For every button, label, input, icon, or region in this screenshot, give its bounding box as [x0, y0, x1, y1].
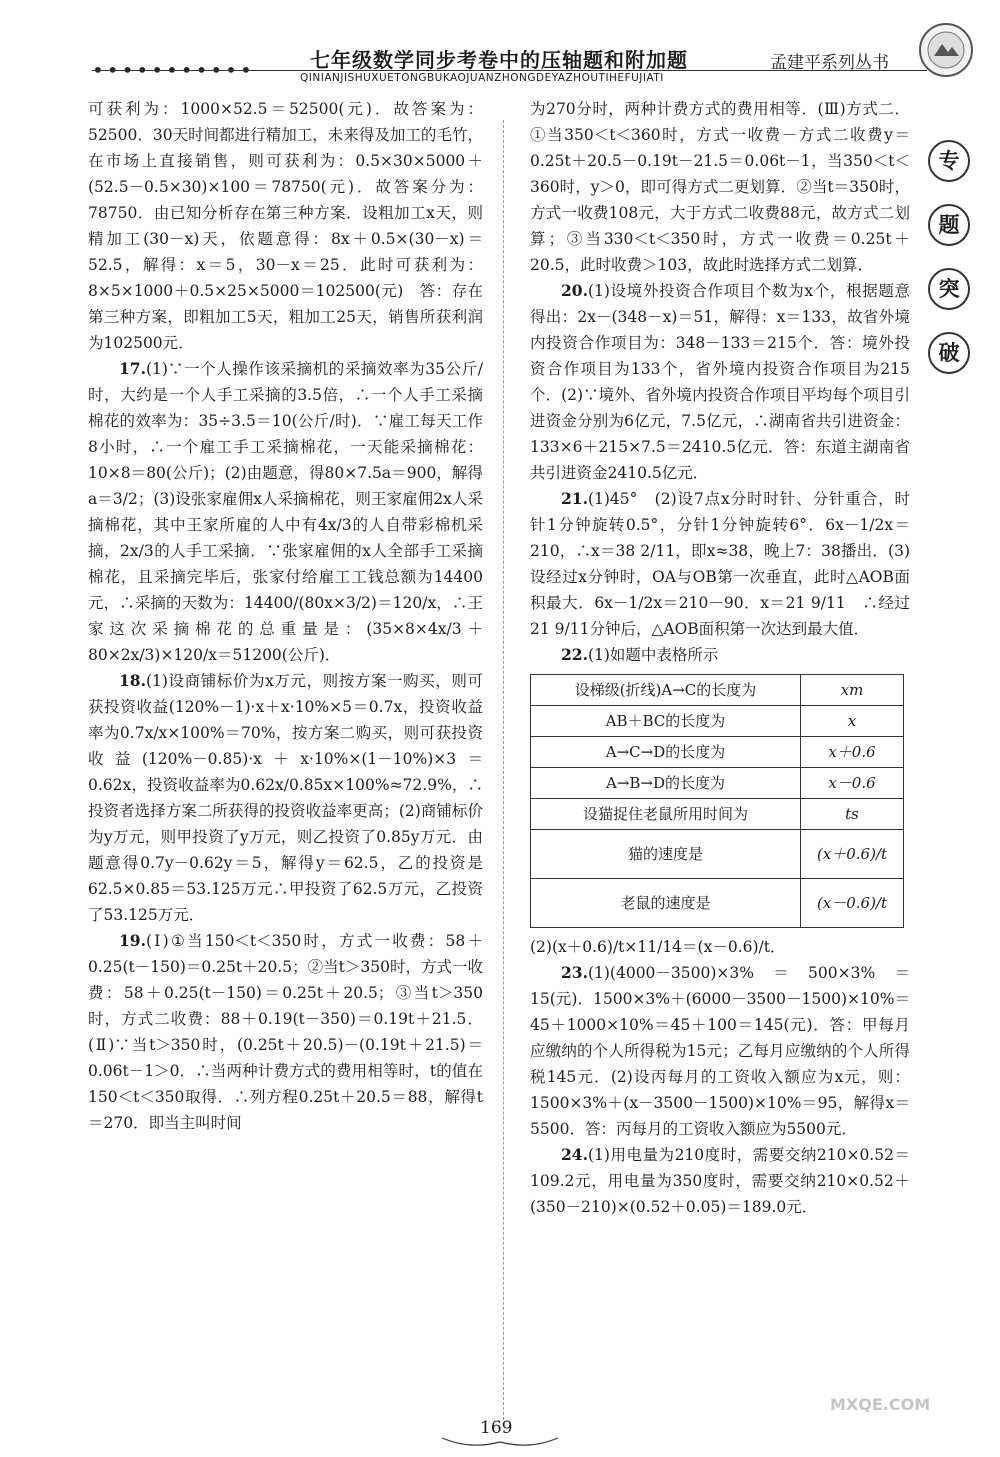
sidebar-tag: 突 [928, 268, 970, 310]
table-cell-value: x＋0.6 [801, 737, 904, 768]
table-cell-value: (x＋0.6)/t [801, 830, 904, 879]
table-cell-value: x [801, 706, 904, 737]
question-number: 18. [119, 671, 146, 690]
table-row [531, 675, 904, 706]
answer-text: (1)用电量为210度时，需要交纳210×0.52＝109.2元，用电量为350度时，需要交纳210×0.52＋(350－210)×(0.52＋0.05)＝189.0元． [530, 1146, 910, 1216]
question-number: 20. [561, 281, 588, 300]
sidebar-tag: 破 [928, 332, 970, 374]
table-row [531, 799, 904, 830]
answer-24 [530, 1142, 910, 1220]
answer-22 [530, 642, 910, 668]
question-number: 17. [119, 359, 146, 378]
question-number: 24. [561, 1145, 588, 1164]
table-cell-label: 设梯级(折线)A→C的长度为 [531, 675, 801, 706]
book-subtitle-pinyin: QINIANJISHUXUETONGBUKAOJUANZHONGDEYAZHOUTIHEFUJIATI [300, 72, 664, 84]
answer-20 [530, 278, 910, 486]
question-number: 21. [561, 489, 588, 508]
watermark: MXQE.COM [830, 1395, 931, 1414]
table-cell-value: ts [801, 799, 904, 830]
table-row [531, 768, 904, 799]
question-number: 23. [561, 963, 588, 982]
table-row [531, 737, 904, 768]
table-cell-label: 设猫捉住老鼠所用时间为 [531, 799, 801, 830]
series-name: 孟建平系列丛书 [770, 53, 889, 73]
left-column [88, 96, 483, 1136]
answer-17 [88, 356, 483, 668]
table-cell-value: x－0.6 [801, 768, 904, 799]
answer-23 [530, 960, 910, 1142]
sidebar-tag: 题 [928, 204, 970, 246]
answer-text: (1)设境外投资合作项目个数为x个，根据题意得出：2x－(348－x)＝51，解得：x＝133，故省外境内投资合作项目为：348－133＝215个．答：境外投资合作项目为133个，省外境内投资合作项目为215个．(2)∵境外、省外境内投资合作项目平均每个项目引进资金分别为6亿元，7.5亿元，∴湖南省共引进资金：133×6＋215×7.5＝2410.5亿元．答：东道主湖南省共引进资金2410.5亿元． [530, 282, 910, 482]
answer-16-continued: 可获利为：1000×52.5＝52500(元)．故答案为：52500．30天时间都进行精加工，未来得及加工的毛竹，在市场上直接销售，则可获利为：0.5×30×5000＋(52.5－0.5×30)×100＝78750(元)．故答案分为：78750．由已知分析存在第三种方案．设粗加工x天，则精加工(30－x)天，依题意得：8x＋0.5×(30－x)＝52.5，解得：x＝5，30－x＝25．此时可获利为：8×5×1000＋0.5×25×5000＝102500(元) 答：存在第三种方案，即粗加工5天，粗加工25天，销售所获利润为102500元． [88, 100, 483, 352]
answer-22-table [530, 674, 904, 928]
table-row [531, 706, 904, 737]
table-cell-value: (x－0.6)/t [801, 879, 904, 928]
sidebar-tag: 专 [928, 140, 970, 182]
table-row [531, 879, 904, 928]
question-number: 22. [561, 645, 588, 664]
column-divider [503, 120, 504, 1420]
table-cell-label: 猫的速度是 [531, 830, 801, 879]
page-header [0, 0, 1000, 92]
answer-text: (1)设商铺标价为x万元，则按方案一购买，则可获投资收益(120%－1)·x＋x·10%×5＝0.7x，投资收益率为0.7x/x×100%＝70%，按方案二购买，则可获投资收益(120%－0.85)·x＋x·10%×(1－10%)×3＝0.62x，投资收益率为0.62x/0.85x×100%≈72.9%，∴投资者选择方案二所获得的投资收益率更高；(2)商铺标价为y万元，则甲投资了y万元，则乙投资了0.85y万元．由题意得0.7y－0.62y＝5，解得y＝62.5，乙的投资是62.5×0.85＝53.125万元∴甲投资了62.5万元，乙投资了53.125万元． [88, 672, 483, 924]
table-row [531, 830, 904, 879]
table-cell-label: 老鼠的速度是 [531, 879, 801, 928]
answer-19 [88, 928, 483, 1136]
answer-text: (1)∵一个人操作该采摘机的采摘效率为35公斤/时，大约是一个人手工采摘的3.5倍，∴一个人手工采摘棉花的效率为：35÷3.5＝10(公斤/时)．∵雇工每天工作8小时，∴一个雇工手工采摘棉花，一天能采摘棉花：10×8＝80(公斤)；(2)由题意，得80×7.5a＝900，解得a＝3/2；(3)设张家雇佣x人采摘棉花，则王家雇佣2x人采摘棉花，其中王家所雇的人中有4x/3的人自带彩棉机采摘，2x/3的人手工采摘．∵张家雇佣的x人全部手工采摘棉花，且采摘完毕后，张家付给雇工工钱总额为14400元，∴采摘的天数为：14400/(80x×3/2)＝120/x，∴王家这次采摘棉花的总重量是：(35×8×4x/3＋80×2x/3)×120/x＝51200(公斤)． [88, 360, 483, 664]
book-title: 七年级数学同步考卷中的压轴题和附加题 [310, 48, 688, 72]
answer-21 [530, 486, 910, 642]
table-cell-label: AB＋BC的长度为 [531, 706, 801, 737]
right-column [530, 96, 910, 1220]
answer-text: (Ⅰ)①当150＜t＜350时，方式一收费：58＋0.25(t－150)＝0.25t＋20.5；②当t＞350时，方式一收费：58＋0.25(t－150)＝0.25t＋20.5；③当t＞350时，方式二收费：88＋0.19(t－350)＝0.19t＋21.5．(Ⅱ)∵当t＞350时，(0.25t＋20.5)－(0.19t＋21.5)＝0.06t－1＞0．∴当两种计费方式的费用相等时，t的值在150＜t＜350取得．∴列方程0.25t＋20.5＝88，解得t＝270．即当主叫时间 [88, 932, 483, 1132]
topic-sidebar [928, 140, 970, 396]
page-number: 169 [480, 1418, 513, 1438]
answer-text: (1)45° (2)设7点x分时时针、分针重合，时针1分钟旋转0.5°，分针1分钟旋转6°．6x－1/2x＝210，∴x＝38 2/11，即x≈38，晚上7：38播出．(3)设经过x分钟时，OA与OB第一次垂直，此时△AOB面积最大．6x－1/2x＝210－90．x＝21 9/11 ∴经过21 9/11分钟后，△AOB面积第一次达到最大值． [530, 490, 910, 638]
table-cell-value: xm [801, 675, 904, 706]
header-dots: ••••••••••• [92, 58, 255, 82]
series-logo-icon [918, 22, 974, 78]
answer-text: (1)如题中表格所示 [587, 646, 719, 664]
question-number: 19. [119, 931, 146, 950]
header-rule [92, 70, 927, 71]
answer-19-continued: 为270分时，两种计费方式的费用相等．(Ⅲ)方式二．①当350＜t＜360时，方式一收费－方式二收费y＝0.25t＋20.5－0.19t－21.5＝0.06t－1，当350＜t＜360时，y＞0，即可得方式二更划算．②当t＝350时，方式一收费108元，大于方式二收费88元，故方式二划算；③当330＜t＜350时，方式一收费＝0.25t＋20.5，此时收费＞103，故此时选择方式二划算． [530, 100, 910, 274]
answer-22-part2: (2)(x＋0.6)/t×11/14＝(x－0.6)/t． [530, 938, 786, 956]
answer-18 [88, 668, 483, 928]
table-cell-label: A→B→D的长度为 [531, 768, 801, 799]
table-cell-label: A→C→D的长度为 [531, 737, 801, 768]
answer-text: (1)(4000－3500)×3%＝500×3%＝15(元)．1500×3%＋(6000－3500－1500)×10%＝45＋1000×10%＝45＋100＝145(元)．答：甲每月应缴纳的个人所得税为15元；乙每月应缴纳的个人所得税145元．(2)设丙每月的工资收入额应为x元，则：1500×3%＋(x－3500－1500)×10%＝95，解得x＝5500．答：丙每月的工资收入额应为5500元． [530, 964, 910, 1138]
footer-ornament-icon [440, 1436, 560, 1450]
